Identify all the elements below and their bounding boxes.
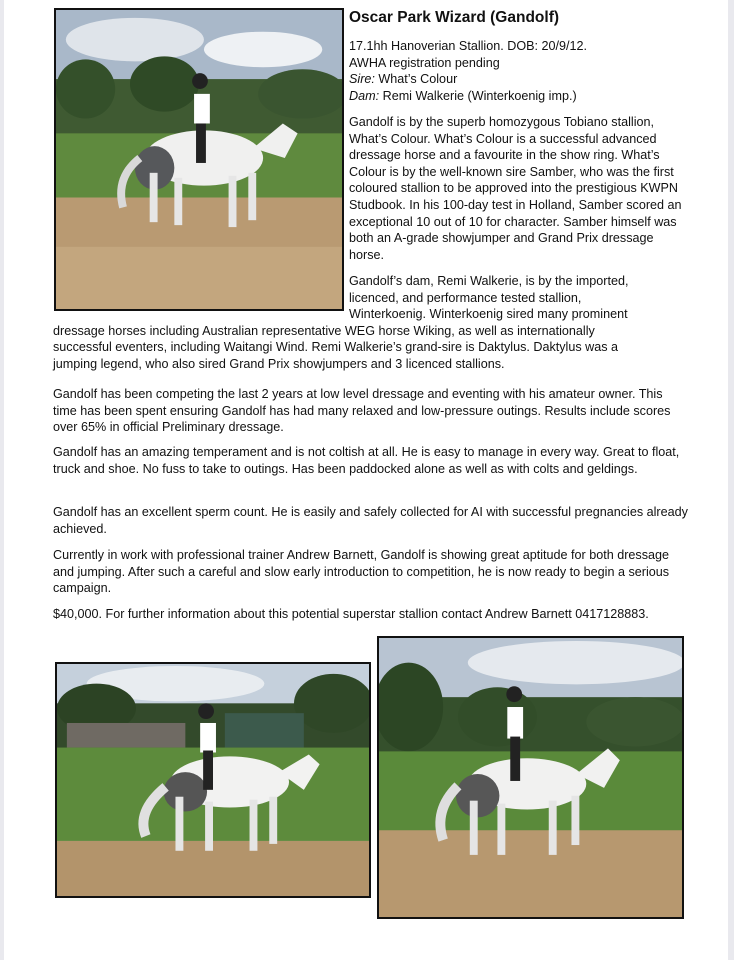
paragraph-dam-info: [53, 273, 693, 373]
paragraph-training: Currently in work with professional trainer Andrew Barnett, Gandolf is showing great aptitude for both dressage and jumping. After such a careful and slow early introduction to competition, he is now ready to begin a serious campaign.: [53, 548, 670, 596]
dam-info-line: dressage horses including Australian representative WEG horse Wiking, as well as internationally: [53, 323, 595, 338]
sire-label: Sire:: [349, 72, 375, 87]
photo-horse-trot-arena: [377, 636, 684, 919]
horse-facts: [349, 38, 689, 104]
paragraph-temperament: Gandolf has an amazing temperament and is not coltish at all. He is easy to manage in every way. Great to float, truck and shoe. No fuss to take to outings. Has been paddocked alone as well as with colts and geldings.: [53, 445, 680, 476]
dam-info-line: successful eventers, including Waitangi Wind. Remi Walkerie’s grand-sire is Daktylus. Daktylus was a: [53, 340, 619, 355]
facts-dam: [349, 88, 689, 105]
document-page: [4, 0, 728, 960]
paragraph-sire-info: Gandolf is by the superb homozygous Tobiano stallion, What’s Colour. What’s Colour is a successful advanced dressage horse and a favourite in the show ring. What’s Colour is by the well-known sire Samber, who was the first coloured stallion to be approved into the prestigious KWPN Studbook. In his 100-day test in Holland, Samber scored an exceptional 10 out of 10 for character. Samber himself was both an A-grade showjumper and Grand Prix dressage horse.: [349, 115, 682, 262]
dam-label: Dam:: [349, 88, 380, 103]
facts-sire: [349, 71, 689, 88]
photo-horse-dressage-arena: [54, 8, 344, 311]
dam-value: Remi Walkerie (Winterkoenig imp.): [379, 88, 577, 103]
dam-info-line: licenced, and performance tested stallion,: [349, 290, 582, 305]
dam-info-line: Winterkoenig. Winterkoenig sired many prominent: [349, 307, 628, 322]
page-title: Oscar Park Wizard (Gandolf): [349, 9, 560, 26]
paragraph-breeding: Gandolf has an excellent sperm count. He is easily and safely collected for AI with successful pregnancies already achieved.: [53, 505, 688, 536]
photo-horse-near-buildings: [55, 662, 371, 898]
sire-value: What’s Colour: [374, 72, 458, 87]
facts-height-breed-dob: 17.1hh Hanoverian Stallion. DOB: 20/9/12.: [349, 39, 588, 53]
dam-info-line: jumping legend, who also sired Grand Prix showjumpers and 3 licenced stallions.: [53, 356, 505, 371]
paragraph-competition: Gandolf has been competing the last 2 years at low level dressage and eventing with his amateur owner. This time has been spent ensuring Gandolf has had many relaxed and low-pressure outings. Results include scores over 65% in official Preliminary dressage.: [53, 387, 671, 435]
paragraph-price-contact: $40,000. For further information about this potential superstar stallion contact Andrew Barnett 0417128883.: [53, 607, 649, 621]
facts-registration: AWHA registration pending: [349, 55, 500, 70]
dam-info-line: Gandolf’s dam, Remi Walkerie, is by the imported,: [349, 274, 629, 288]
